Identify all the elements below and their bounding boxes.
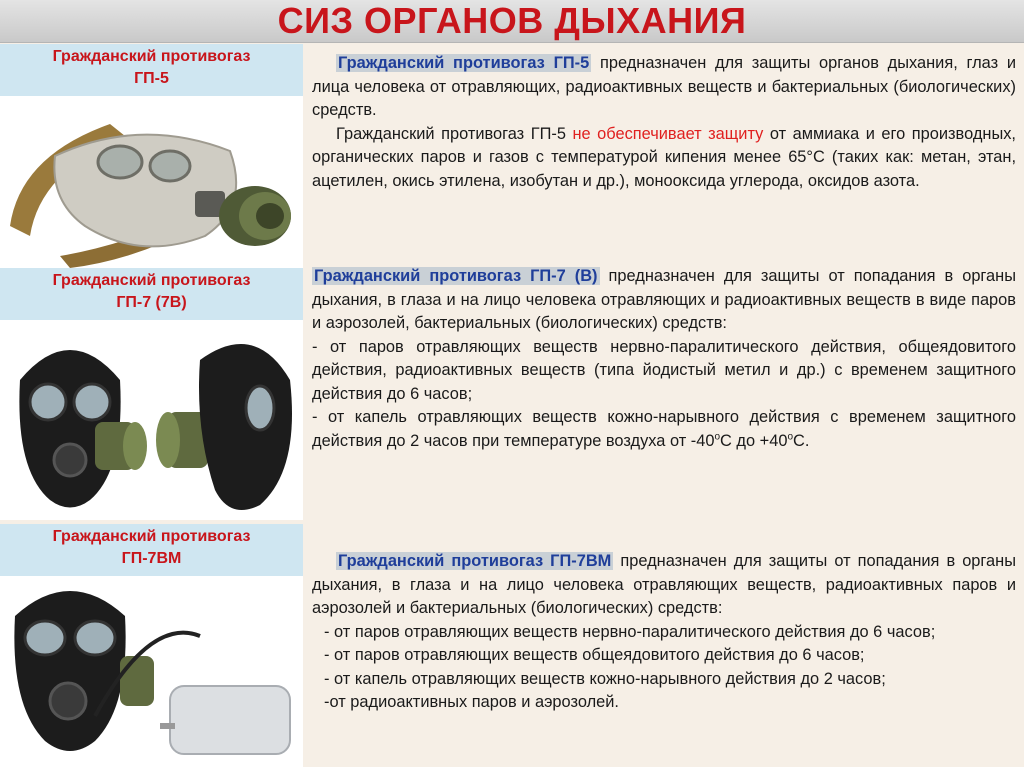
- label-gp7-line2: ГП-7 (7В): [116, 294, 187, 311]
- gp7-photo: [0, 320, 303, 520]
- gp7vm-item-2: - от паров отравляющих веществ общеядовитого действия до 6 часов;: [324, 646, 865, 664]
- gp7-lead: Гражданский противогаз ГП-7 (В): [314, 267, 598, 285]
- degree-mark: о: [787, 431, 794, 443]
- gp5-gasmask-image: [0, 96, 303, 268]
- gp7-paragraph-1: [312, 265, 1016, 336]
- gp5-paragraph-1: [312, 52, 1016, 123]
- label-gp7vm: [0, 524, 303, 576]
- gp5-p2-start: Гражданский противогаз ГП-5: [336, 124, 573, 143]
- page-title: СИЗ ОРГАНОВ ДЫХАНИЯ: [277, 0, 747, 41]
- gp7vm-lead: Гражданский противогаз ГП-7ВМ: [338, 552, 612, 570]
- gp5-photo: [0, 96, 303, 268]
- label-gp7vm-line1: Гражданский противогаз: [52, 528, 251, 545]
- gp7-item-2-a: - от капель отравляющих веществ кожно-нарывного действия с временем защитного действия до 2 часов при температуре воздуха от -40: [312, 408, 1016, 450]
- label-gp7-line1: Гражданский противогаз: [52, 272, 251, 289]
- gp7-item-2-b: С до +40: [720, 431, 788, 450]
- gp5-warning: не обеспечивает защиту: [572, 124, 764, 143]
- gp7vm-photo: [0, 576, 303, 767]
- label-gp5-line2: ГП-5: [134, 70, 169, 87]
- degree-mark: о: [714, 431, 721, 443]
- gp7-gasmask-image: [0, 320, 303, 520]
- gp7-p1-rest: предназначен для защиты от попадания в органы дыхания, в глаза и на лицо человека отравляющих и радиоактивных веществ в виде паров и аэрозолей, бактериальных (биологических) средств:: [312, 267, 1017, 332]
- label-gp7vm-line2: ГП-7ВМ: [121, 550, 182, 567]
- gp7vm-description: [312, 550, 1016, 715]
- gp7-item-1: - от паров отравляющих веществ нервно-паралитического действия, общеядовитого действия, радиоактивных веществ (типа йодистый метил и др.) с временем защитного действия до 6 часов;: [312, 337, 1016, 403]
- label-gp7: [0, 268, 303, 320]
- title-bar: [0, 0, 1024, 43]
- gp5-p1-rest: предназначен для защиты органов дыхания, глаз и лица человека от отравляющих, радиоактивных веществ и бактериальных (биологических) средств.: [312, 54, 1017, 119]
- gp5-lead: Гражданский противогаз ГП-5: [338, 54, 590, 72]
- gp5-paragraph-2: [312, 123, 1016, 194]
- gp7-item-2: [312, 406, 1016, 453]
- gp7vm-item-4: -от радиоактивных паров и аэрозолей.: [324, 693, 619, 711]
- gp7vm-gasmask-image: [0, 576, 303, 767]
- gp7vm-p1-rest: предназначен для защиты от попадания в органы дыхания, в глаза и на лицо человека отравляющих веществ, радиоактивных паров и аэрозолей и бактериальных (биологических) средств:: [312, 552, 1016, 617]
- gp7vm-paragraph-1: [312, 550, 1016, 621]
- gp7-item-2-c: С.: [793, 431, 810, 450]
- gp7-description: [312, 265, 1016, 453]
- gp7vm-item-3: - от капель отравляющих веществ кожно-нарывного действия до 2 часов;: [324, 669, 886, 688]
- gp5-p2-rest: от аммиака и его производных, органических паров и газов с температурой кипения менее 65°С (таких как: метан, этан, ацетилен, окись этилена, изобутан и др.), монооксида углерода, оксидов азота.: [312, 124, 1016, 190]
- gp7vm-item-1: - от паров отравляющих веществ нервно-паралитического действия до 6 часов;: [324, 622, 936, 641]
- label-gp5-line1: Гражданский противогаз: [52, 48, 251, 65]
- gp5-description: [312, 52, 1016, 193]
- label-gp5: [0, 44, 303, 96]
